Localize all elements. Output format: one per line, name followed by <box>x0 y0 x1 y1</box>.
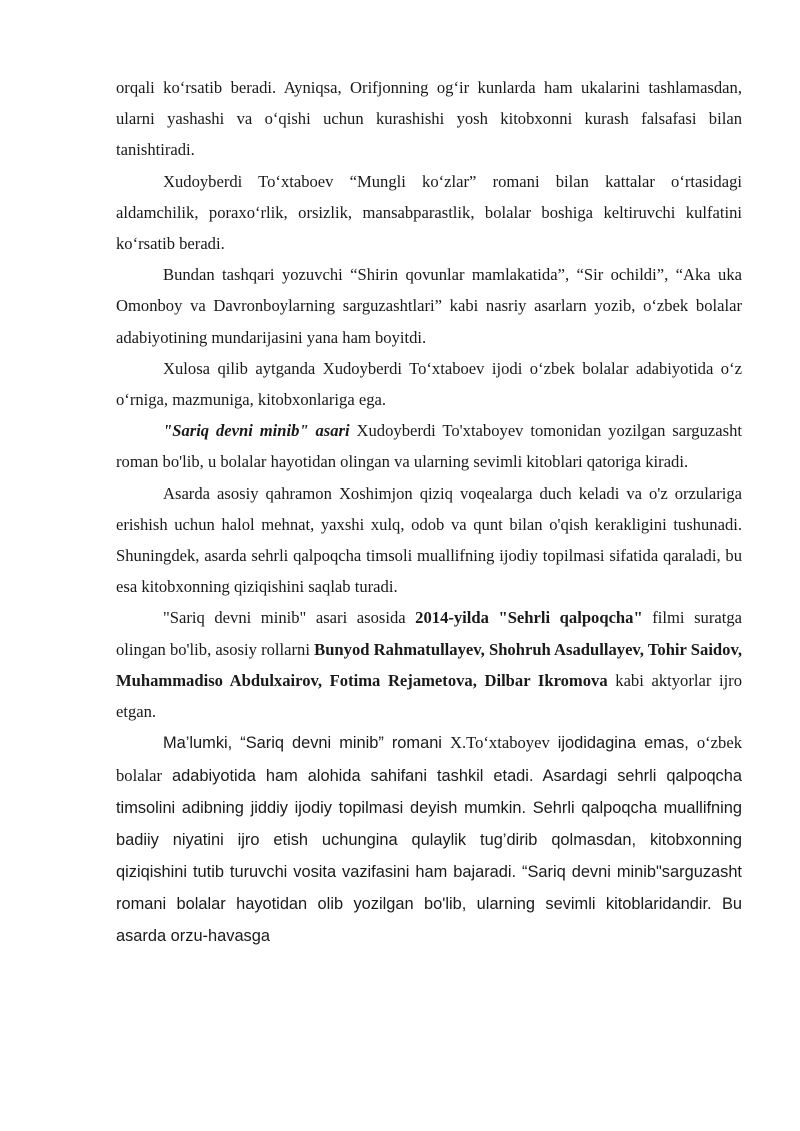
paragraph-7-intro: "Sariq devni minib" asari asosida <box>163 608 416 628</box>
paragraph-4-text: Xulosa qilib aytganda Xudoyberdi To‘xtaboev ijodi o‘zbek bolalar adabiyotida o‘z o‘rniga, mazmuniga, kitobxonlariga ega. <box>116 358 742 410</box>
paragraph-1-text: orqali ko‘rsatib beradi. Ayniqsa, Orifjonning og‘ir kunlarda ham ukalarini tashlamasdan, ularni yashashi va o‘qishi uchun kurashishi yosh kitobxonni kurash falsafasi bilan tanishtiradi. <box>116 78 742 160</box>
paragraph-8-serif-phrase: o‘zbek bolalar <box>116 733 742 786</box>
paragraph-5-text: Xudoyberdi To'xtaboyev tomonidan yozilgan sarguzasht roman bo'lib, u bolalar hayotidan olingan va ularning sevimli kitoblari qatoriga kiradi. <box>116 421 743 472</box>
paragraph-7-middle: filmi suratga olingan bo'lib, asosiy rollarni <box>116 608 743 659</box>
paragraph-4 <box>116 353 742 415</box>
paragraph-8-part3: adabiyotida ham alohida sahifani tashkil etadi. Asardagi sehrli qalpoqcha timsolini adibning jiddiy ijodiy topilmasi deyish mumkin. Sehrli qalpoqcha muallifning badiiy niyatini ijro etish uchungina qulaylik tug’dirib qolmasdan, kitobxonning qiziqishini tutib turuvchi vosita vazifasini ham bajaradi. “Sariq devni minib"sarguzasht romani bolalar hayotidan olib yozilgan bo'lib, ularning sevimli kitoblaridandir. Bu asarda orzu-havasga <box>116 767 742 945</box>
paragraph-1 <box>116 72 742 166</box>
book-title: "Sariq devni minib" asari <box>163 421 350 441</box>
paragraph-6 <box>116 478 742 603</box>
author-name: X.To‘xtaboyev <box>449 733 550 753</box>
paragraph-3-text: Bundan tashqari yozuvchi “Shirin qovunlar mamlakatida”, “Sir ochildi”, “Aka uka Omonboy va Davronboylarning sarguzashtlari” kabi nasriy asarlarn yozib, o‘zbek bolalar adabiyotining mundarijasini yana ham boyitdi. <box>116 265 742 347</box>
paragraph-8-part1: Ma’lumki, “Sariq devni minib” romani <box>163 734 450 753</box>
actors-list: Bunyod Rahmatullayev, Shohruh Asadullayev, Tohir Saidov, Muhammadiso Abdulxairov, Fotima Rejametova, Dilbar Ikromova <box>116 639 742 690</box>
paragraph-5 <box>116 415 742 477</box>
paragraph-2 <box>116 166 742 260</box>
paragraph-2-text: Xudoyberdi To‘xtaboev “Mungli ko‘zlar” romani bilan kattalar o‘rtasidagi aldamchilik, poraxo‘rlik, orsizlik, mansabparastlik, bolalar boshiga keltiruvchi kulfatini ko‘rsatib beradi. <box>116 171 742 254</box>
film-year-title: 2014-yilda "Sehrli qalpoqcha" <box>415 608 643 628</box>
paragraph-7 <box>116 602 742 727</box>
paragraph-7-outro: kabi aktyorlar ijro etgan. <box>116 670 743 722</box>
paragraph-8 <box>116 727 742 952</box>
document-body <box>116 72 742 953</box>
paragraph-6-text: Asarda asosiy qahramon Xoshimjon qiziq voqealarga duch keladi va o'z orzulariga erishish uchun halol mehnat, yaxshi xulq, odob va qunt bilan o'qish kerakligini tushunadi. Shuningdek, asarda sehrli qalpoqcha timsoli muallifning ijodiy topilmasi sifatida qaraladi, bu esa kitobxonning qiziqishini saqlab turadi. <box>116 483 742 597</box>
paragraph-3 <box>116 259 742 353</box>
paragraph-8-part2: ijodidagina emas, <box>549 734 697 753</box>
